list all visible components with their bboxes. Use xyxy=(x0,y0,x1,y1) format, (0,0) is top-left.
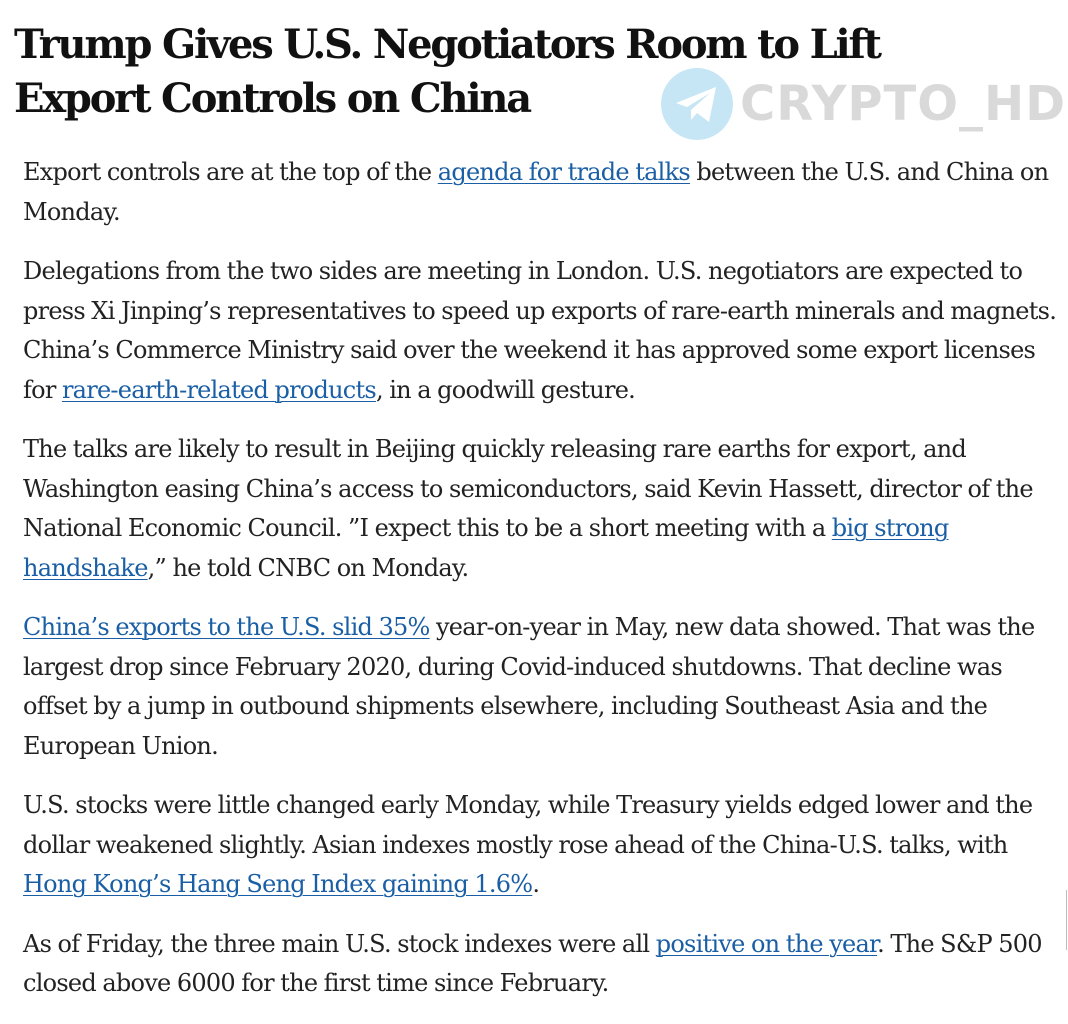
text-span: , in a goodwill gesture. xyxy=(375,375,636,404)
text-span: between the U.S. and China on Monday. xyxy=(23,158,1049,226)
scrollbar-edge xyxy=(1066,890,1067,950)
text-span: . The S&P 500 closed above 6000 for the first time since February. xyxy=(23,929,1042,997)
text-span: Delegations from the two sides are meeting in London. U.S. negotiators are expected to press Xi Jinping’s representatives to speed up exports of rare-earth minerals and magnets. China’s Commerce Ministry said over the weekend it has approved some export licenses for xyxy=(23,257,1057,404)
link-agenda-for-trade-talks[interactable]: agenda for trade talks xyxy=(437,158,690,186)
text-span: As of Friday, the three main U.S. stock indexes were all xyxy=(23,929,656,958)
paragraph-3 xyxy=(23,430,1058,588)
paragraph-4 xyxy=(23,608,1058,766)
article-headline: Trump Gives U.S. Negotiators Room to Lift Export Controls on China xyxy=(14,21,880,122)
paragraph-1 xyxy=(23,153,1058,232)
text-span: year-on-year in May, new data showed. That was the largest drop since February 2020, during Covid-induced shutdowns. That decline was offset by a jump in outbound shipments elsewhere, including Southeast Asia and the European Union. xyxy=(23,613,1035,760)
link-big-strong-handshake[interactable]: big strong handshake xyxy=(23,514,949,582)
link-rare-earth-related-products[interactable]: rare-earth-related products xyxy=(61,375,376,404)
text-span: Export controls are at the top of the xyxy=(23,158,438,186)
paragraph-5 xyxy=(23,786,1058,905)
article-body xyxy=(23,153,1058,1024)
paragraph-2 xyxy=(23,252,1058,410)
link-positive-on-the-year[interactable]: positive on the year xyxy=(655,929,878,958)
link-hang-seng-index[interactable]: Hong Kong’s Hang Seng Index gaining 1.6% xyxy=(23,870,533,898)
link-china-exports-slid[interactable]: China’s exports to the U.S. slid 35% xyxy=(23,613,430,641)
text-span: ,” he told CNBC on Monday. xyxy=(147,553,469,582)
watermark-text: CRYPTO_HD xyxy=(740,76,1067,132)
text-span: The talks are likely to result in Beijing quickly releasing rare earths for export, and Washington easing China’s access to semiconductors, said Kevin Hassett, director of the National Economic Council. ”I expect this to be a short meeting with a xyxy=(23,435,1033,542)
text-span: . xyxy=(532,870,540,898)
paragraph-6 xyxy=(23,925,1058,1004)
text-span: U.S. stocks were little changed early Monday, while Treasury yields edged lower and the dollar weakened slightly. Asian indexes mostly rose ahead of the China-U.S. talks, with xyxy=(23,791,1033,859)
